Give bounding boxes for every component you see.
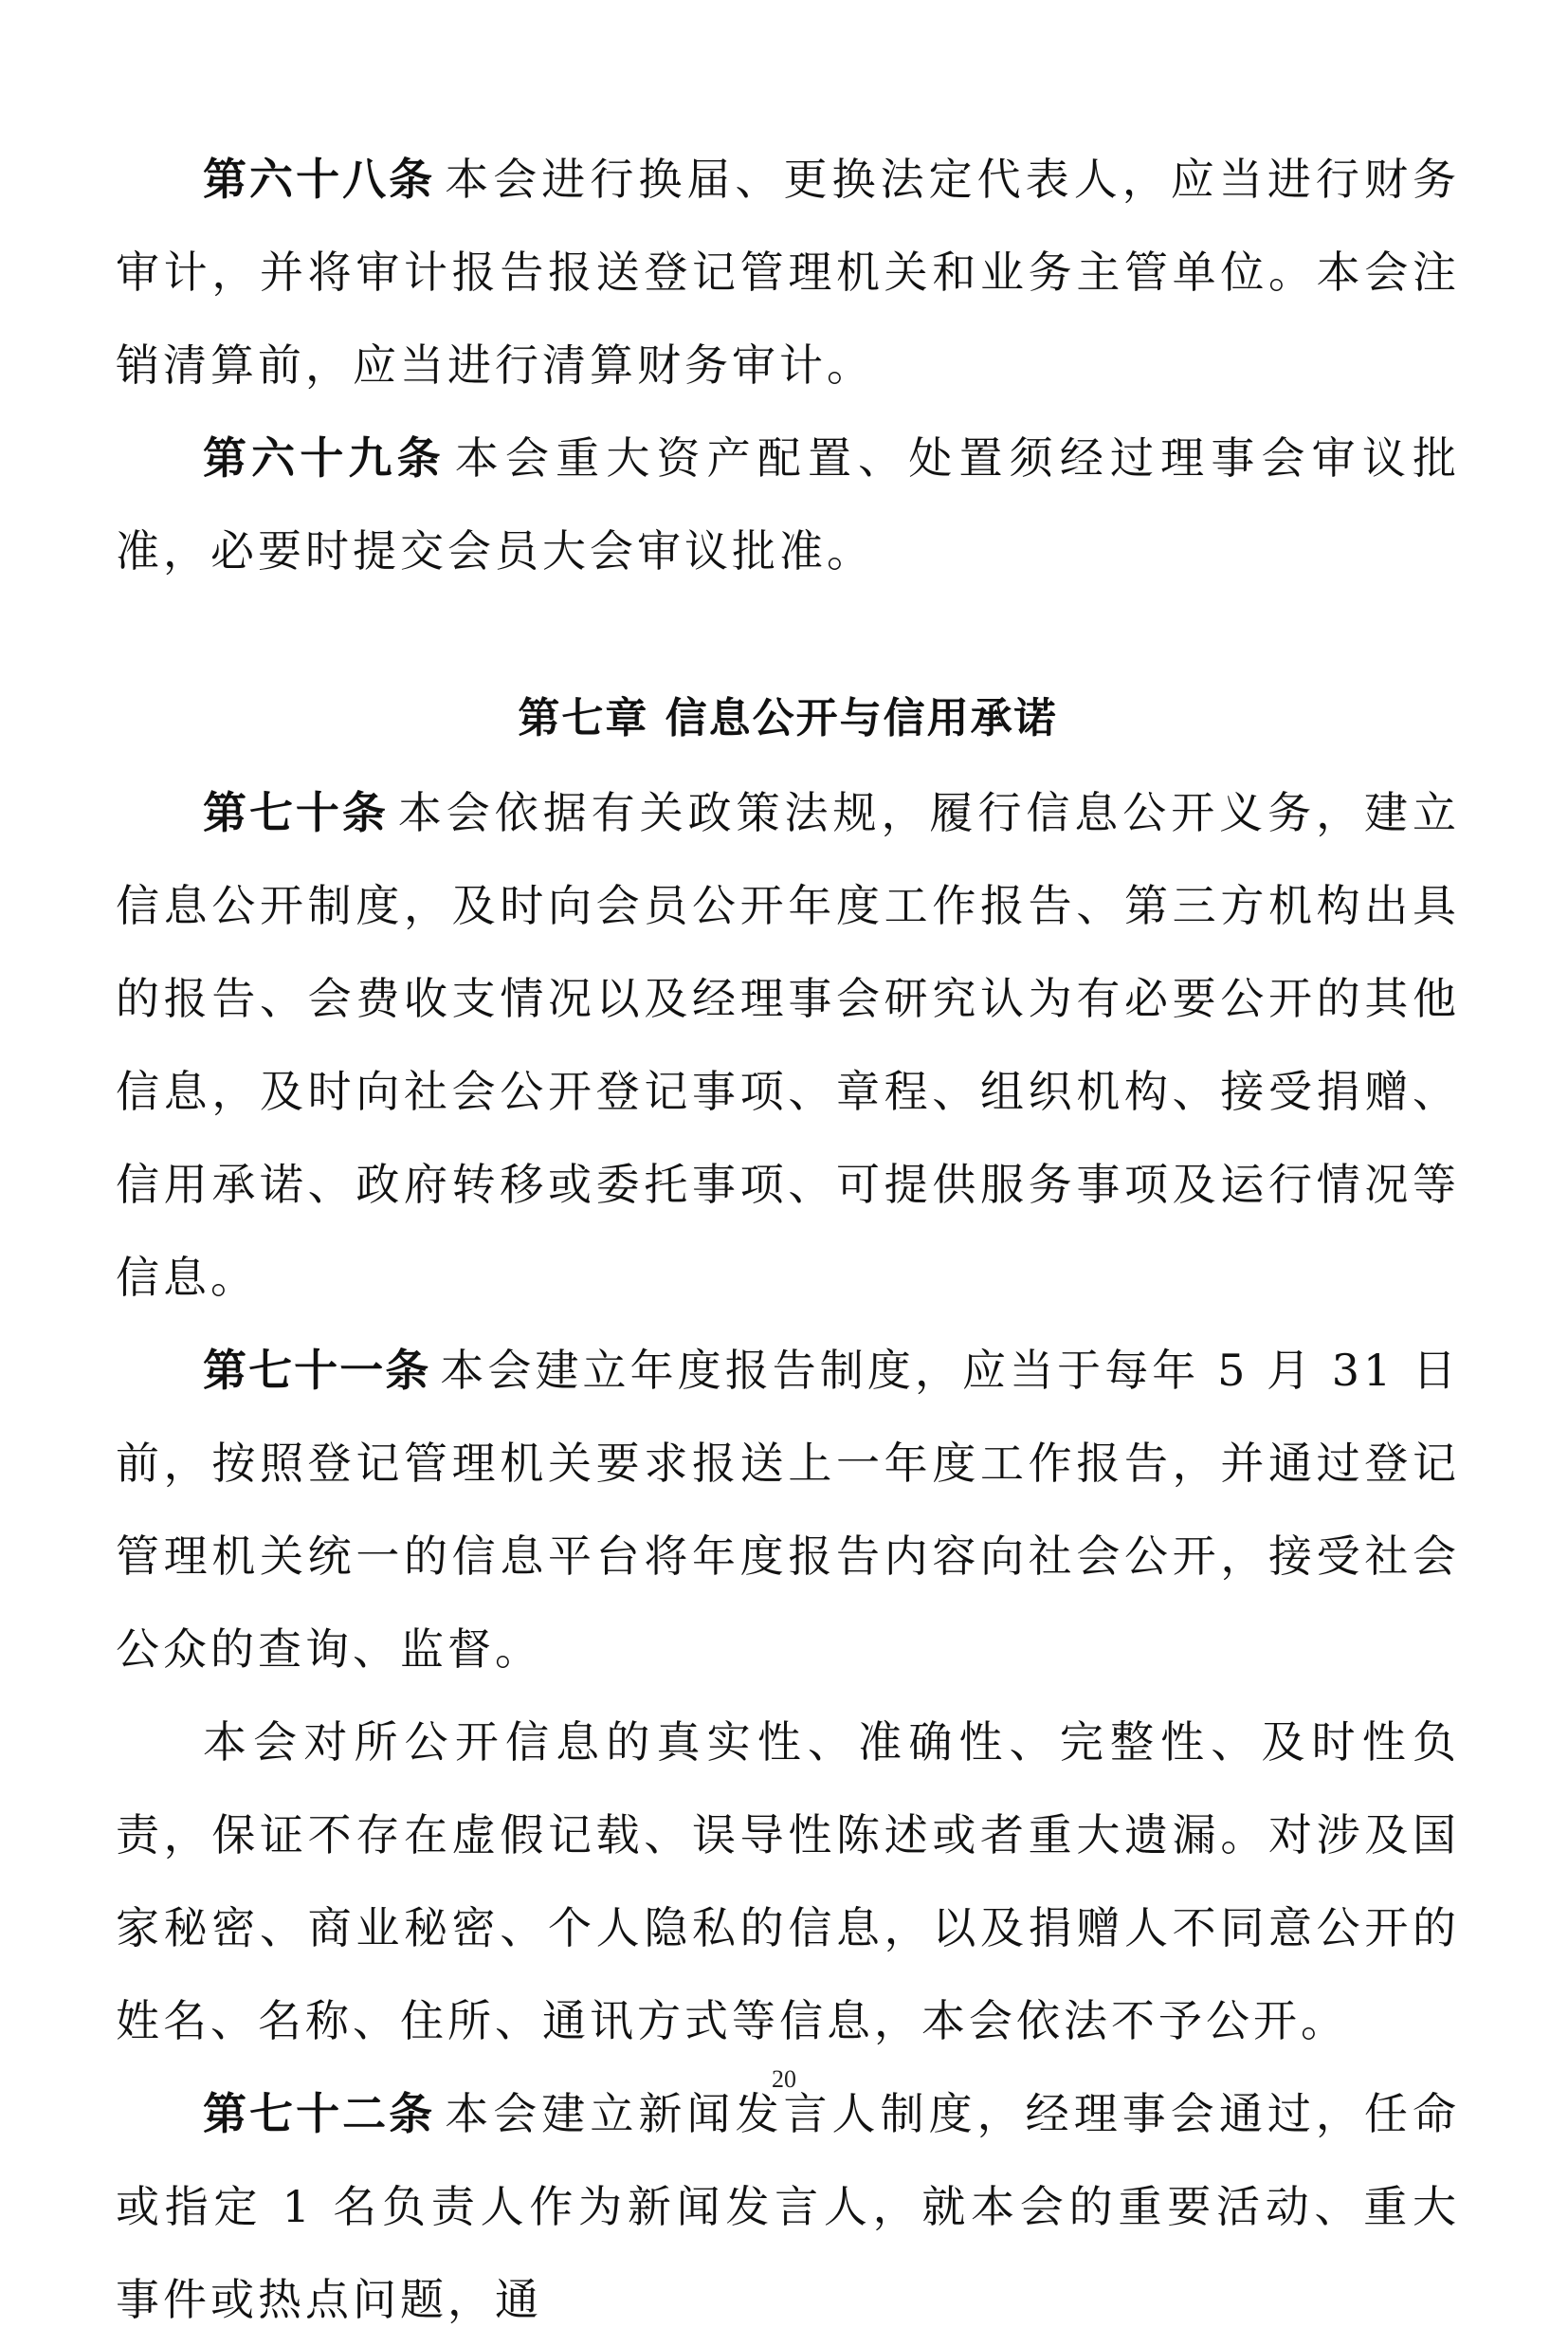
article-72 [116,2067,1460,2346]
article-text: 本会建立新闻发言人制度，经理事会通过，任命或指定 1 名负责人作为新闻发言人，就本会的重要活动、重大事件或热点问题，通 [116,2088,1461,2325]
article-69 [116,412,1460,597]
article-71 [116,1324,1460,1695]
page-number: 20 [772,2065,796,2093]
article-text: 本会建立年度报告制度，应当于每年 5 月 31 日前，按照登记管理机关要求报送上一年度工作报告，并通过登记管理机关统一的信息平台将年度报告内容向社会公开，接受社会公众的查询、监督。 [116,1345,1460,1675]
article-text: 本会依据有关政策法规，履行信息公开义务，建立信息公开制度，及时向会员公开年度工作报告、第三方机构出具的报告、会费收支情况以及经理事会研究认为有必要公开的其他信息，及时向社会公开登记事项、章程、组织机构、接受捐赠、信用承诺、政府转移或委托事项、可提供服务事项及运行情况等信息。 [116,787,1461,1303]
chapter-heading: 第七章 信息公开与信用承诺 [518,694,1058,742]
article-number: 第六十八条 [203,154,436,205]
document-body [116,133,1460,2346]
article-number: 第七十二条 [203,2088,436,2139]
article-number: 第六十九条 [203,432,446,484]
article-number: 第七十一条 [203,1345,431,1396]
paragraph-text: 本会对所公开信息的真实性、准确性、完整性、及时性负责，保证不存在虚假记载、误导性陈述或者重大遗漏。对涉及国家秘密、商业秘密、个人隐私的信息，以及捐赠人不同意公开的姓名、名称、住所、通讯方式等信息，本会依法不予公开。 [116,1716,1460,2046]
article-68 [116,133,1460,412]
article-text: 本会重大资产配置、处置须经过理事会审议批准，必要时提交会员大会审议批准。 [116,432,1461,577]
article-text: 本会进行换届、更换法定代表人，应当进行财务审计，并将审计报告报送登记管理机关和业务主管单位。本会注销清算前，应当进行清算财务审计。 [116,154,1461,391]
article-71-paragraph-2 [116,1695,1460,2067]
article-number: 第七十条 [203,787,389,838]
article-70 [116,766,1460,1324]
